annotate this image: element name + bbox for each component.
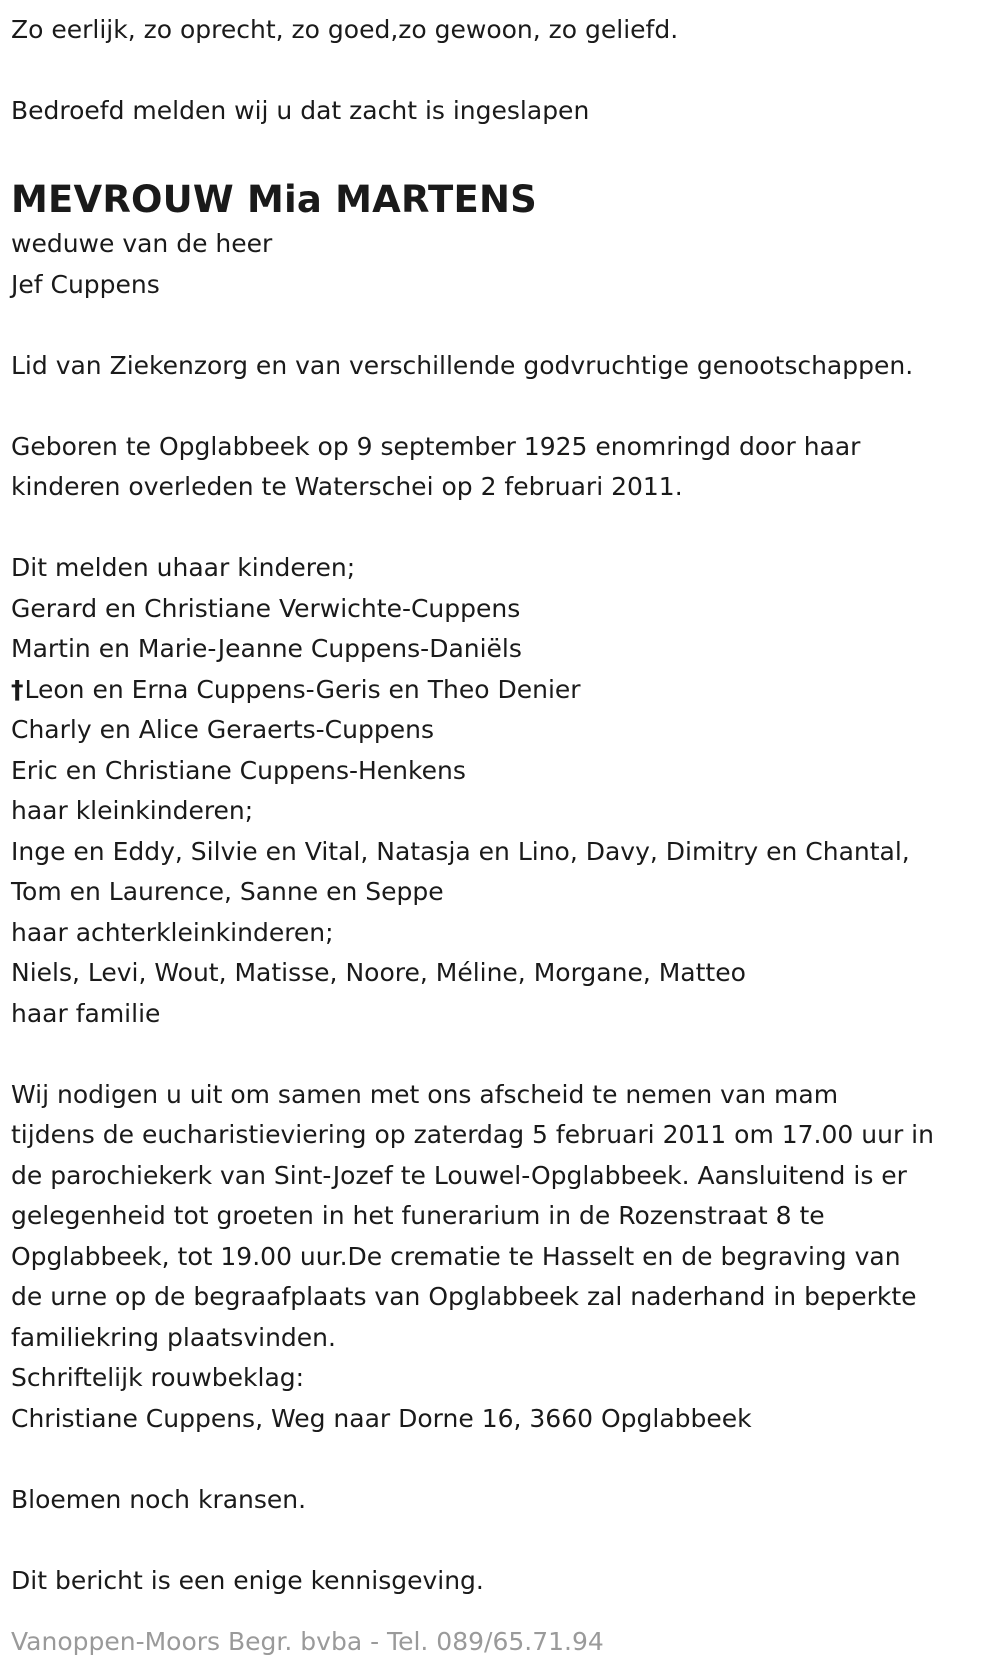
great-grandchildren-list: Niels, Levi, Wout, Matisse, Noore, Méline, Morgane, Matteo: [11, 958, 746, 987]
condolence-address: Christiane Cuppens, Weg naar Dorne 16, 3660 Opglabbeek: [11, 1403, 752, 1433]
spacer: [11, 51, 990, 92]
relation-line-1: weduwe van de heer: [11, 229, 273, 258]
child-entry-deceased: [11, 670, 990, 711]
deceased-name: MEVROUW Mia MARTENS: [11, 178, 537, 221]
cross-icon: †: [11, 674, 24, 704]
notice-text: Dit bericht is een enige kennisgeving.: [11, 1565, 484, 1595]
invitation-line: de urne op de begraafplaats van Opglabbeek zal naderhand in beperkte: [11, 1282, 917, 1311]
condolence-label: Schriftelijk rouwbeklag:: [11, 1363, 305, 1392]
invitation-line: familiekring plaatsvinden.: [11, 1322, 336, 1352]
flowers-text: Bloemen noch kransen.: [11, 1484, 307, 1514]
children-intro: Dit melden uhaar kinderen;: [11, 553, 356, 582]
child-entry: Gerard en Christiane Verwichte-Cuppens: [11, 593, 521, 623]
announcement-text: Bedroefd melden wij u dat zacht is ingeslapen: [11, 96, 590, 125]
spacer: [11, 1439, 990, 1480]
child-entry-text: Leon en Erna Cuppens-Geris en Theo Denier: [24, 674, 581, 704]
relation-line-2: Jef Cuppens: [11, 269, 160, 299]
membership-text: Lid van Ziekenzorg en van verschillende godvruchtige genootschappen.: [11, 350, 914, 380]
birth-line-2: kinderen overleden te Waterschei op 2 februari 2011.: [11, 472, 683, 501]
motto-text: Zo eerlijk, zo oprecht, zo goed,zo gewoon, zo geliefd.: [11, 15, 679, 44]
child-entry: Eric en Christiane Cuppens-Henkens: [11, 755, 466, 785]
grandchildren-intro: haar kleinkinderen;: [11, 796, 254, 825]
child-entry: Martin en Marie-Jeanne Cuppens-Daniëls: [11, 634, 522, 663]
spacer: [11, 1520, 990, 1561]
grandchildren-line-1: Inge en Eddy, Silvie en Vital, Natasja en Lino, Davy, Dimitry en Chantal,: [11, 836, 910, 866]
spacer: [11, 132, 990, 173]
great-grandchildren-intro: haar achterkleinkinderen;: [11, 917, 334, 947]
child-entry: Charly en Alice Geraerts-Cuppens: [11, 715, 434, 744]
spacer: [11, 508, 990, 549]
funeral-home-footer: Vanoppen-Moors Begr. bvba - Tel. 089/65.71.94: [11, 1627, 604, 1656]
invitation-line: Wij nodigen u uit om samen met ons afscheid te nemen van mam: [11, 1079, 839, 1109]
family-line: haar familie: [11, 998, 161, 1028]
invitation-line: gelegenheid tot groeten in het funerarium in de Rozenstraat 8 te: [11, 1201, 825, 1230]
birth-line-1: Geboren te Opglabbeek op 9 september 1925 enomringd door haar: [11, 431, 861, 461]
spacer: [11, 305, 990, 346]
invitation-line: Opglabbeek, tot 19.00 uur.De crematie te Hasselt en de begraving van: [11, 1241, 901, 1271]
spacer: [11, 386, 990, 427]
invitation-line: de parochiekerk van Sint-Jozef te Louwel-Opglabbeek. Aansluitend is er: [11, 1160, 907, 1190]
spacer: [11, 1034, 990, 1075]
grandchildren-line-2: Tom en Laurence, Sanne en Seppe: [11, 877, 444, 906]
invitation-line: tijdens de eucharistieviering op zaterdag 5 februari 2011 om 17.00 uur in: [11, 1120, 934, 1149]
